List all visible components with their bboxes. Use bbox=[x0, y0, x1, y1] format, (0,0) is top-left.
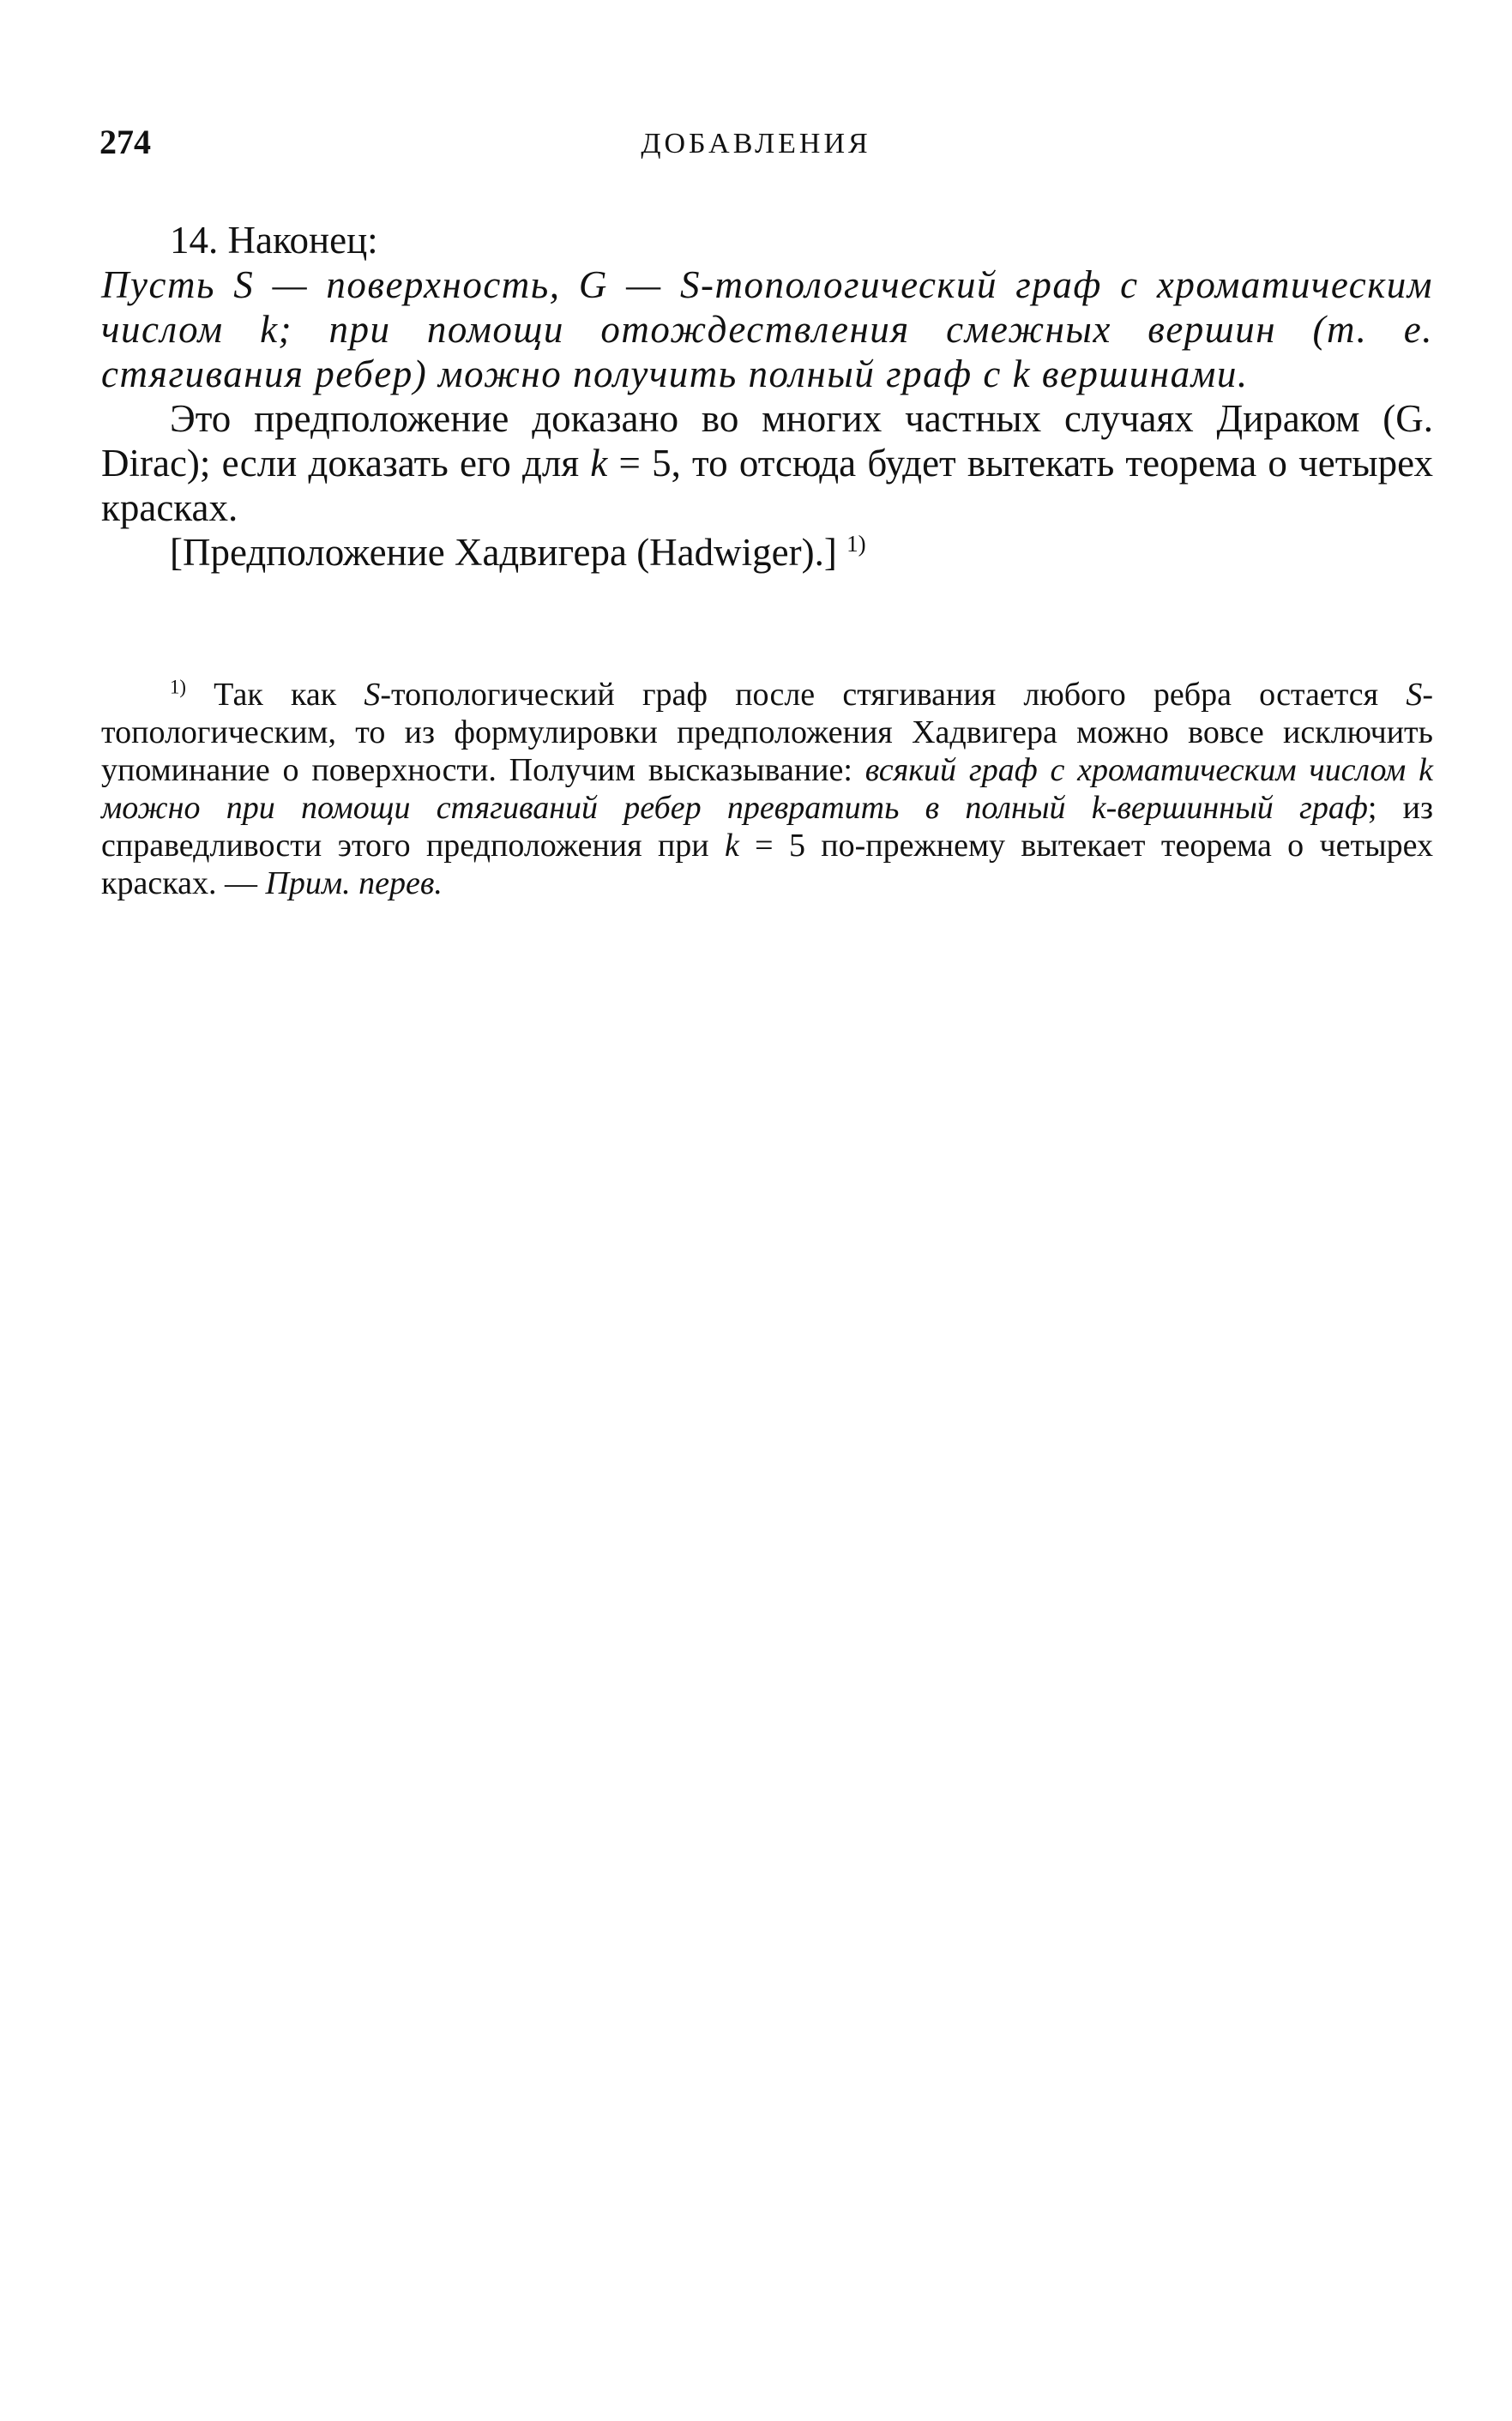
main-text bbox=[101, 218, 1433, 575]
footnote-text: -топологический граф после стягивания любого ребра остается bbox=[380, 677, 1407, 713]
paragraph-text: = 5, то отсюда будет вытекать теорема о четырех красках. bbox=[101, 442, 1433, 529]
math-symbol: k bbox=[590, 442, 608, 485]
math-symbol: k bbox=[1419, 752, 1433, 788]
footnote-italic-text: можно при помощи стягиваний ребер превратить в полный bbox=[101, 790, 1092, 826]
math-symbol: k bbox=[724, 828, 739, 864]
section-heading: 14. Наконец: bbox=[170, 219, 378, 262]
math-symbol: S bbox=[233, 263, 255, 306]
footnote-text: = 5 по-прежнему вытекает теорема о четырех красках. — bbox=[101, 828, 1433, 901]
conjecture-text: — поверхность, bbox=[254, 263, 579, 306]
conjecture-text: -топологический граф с хроматическим числом bbox=[101, 263, 1433, 351]
paragraph-text: Это предположение доказано во многих частных случаях Дираком (G. Dirac); если доказать его для bbox=[101, 397, 1433, 485]
footnote-italic-text: -вершинный граф bbox=[1105, 790, 1368, 826]
math-symbol: G bbox=[578, 263, 608, 306]
math-symbol: k bbox=[1091, 790, 1106, 826]
math-symbol: S bbox=[680, 263, 702, 306]
footnote-text: -топологическим, то из формулировки предположения Хадвигера можно вовсе исключить упоминание о поверхности. Получим высказывание: bbox=[101, 677, 1433, 788]
math-symbol: S bbox=[364, 677, 381, 713]
conjecture-paragraph bbox=[101, 262, 1433, 396]
conjecture-text: — bbox=[607, 263, 681, 306]
page-number: 274 bbox=[99, 123, 151, 161]
conjecture-text: вершинами. bbox=[1031, 352, 1249, 395]
footnote-paragraph bbox=[101, 676, 1433, 902]
footnote-mark: 1) bbox=[170, 676, 186, 698]
footnote-text: ; из справедливости этого предположения при bbox=[101, 790, 1433, 864]
footnote-text: Так как bbox=[186, 677, 364, 713]
footnote bbox=[101, 676, 1433, 902]
math-symbol: k bbox=[260, 308, 279, 351]
running-title: ДОБАВЛЕНИЯ bbox=[641, 128, 871, 160]
math-symbol: k bbox=[1012, 352, 1032, 395]
paragraph-text: [Предположение Хадвигера (Hadwiger).] bbox=[170, 531, 847, 574]
paragraph-hadwiger bbox=[101, 530, 1433, 575]
footnote-italic-text: всякий граф с хроматическим числом bbox=[864, 752, 1419, 788]
conjecture-text: Пусть bbox=[101, 263, 234, 306]
footnote-author-note: Прим. перев. bbox=[265, 865, 443, 901]
math-symbol: S bbox=[1406, 677, 1423, 713]
conjecture-text: ; при помощи отождествления смежных вершин (т. е. стягивания ребер) можно получить полный граф с bbox=[101, 308, 1433, 395]
footnote-reference: 1) bbox=[846, 531, 866, 557]
paragraph-dirac bbox=[101, 396, 1433, 530]
